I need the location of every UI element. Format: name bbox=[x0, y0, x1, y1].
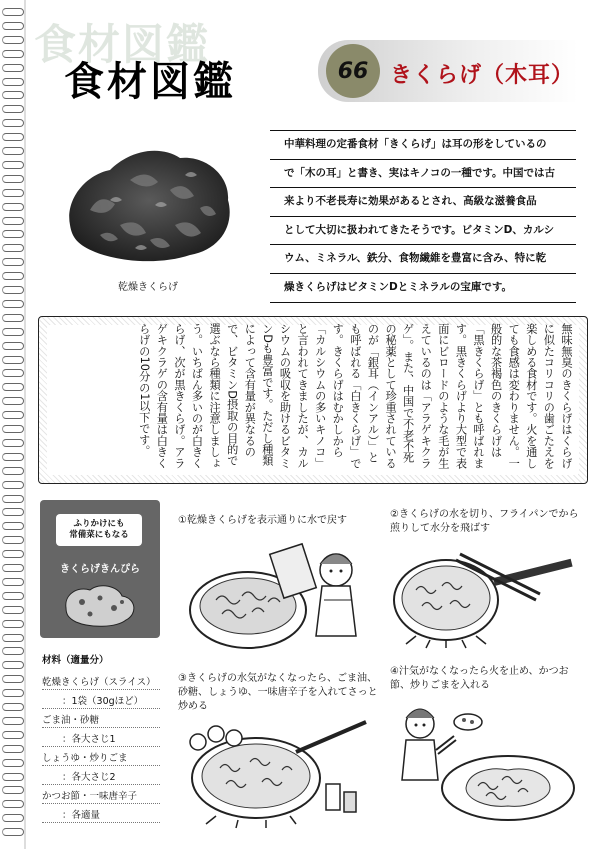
page-title: 食材図鑑 bbox=[64, 58, 236, 105]
ingredient-divider bbox=[42, 765, 160, 767]
step-4-text: ④汁気がなくなったら火を止め、かつお節、炒りごまを入れる bbox=[390, 666, 569, 691]
spiral-ring bbox=[2, 647, 24, 655]
spiral-ring bbox=[2, 91, 24, 99]
intro-line: 来より不老長寿に効果があるとされ、高級な滋養食品 bbox=[270, 188, 576, 217]
spiral-ring bbox=[2, 439, 24, 447]
intro-line: で「木の耳」と書き、実はキノコの一種です。中国では古 bbox=[270, 160, 576, 189]
spiral-ring bbox=[2, 300, 24, 308]
dried-kikurage-photo bbox=[60, 130, 240, 270]
ingredient-item: ごま油・砂糖 bbox=[42, 715, 100, 726]
spiral-ring bbox=[2, 397, 24, 405]
ingredient-amount: ：各大さじ1 bbox=[62, 734, 116, 745]
body-text-box bbox=[38, 316, 588, 484]
spiral-ring bbox=[2, 828, 24, 836]
ingredient-divider bbox=[42, 784, 160, 786]
spiral-ring bbox=[2, 217, 24, 225]
spiral-ring bbox=[2, 22, 24, 30]
spiral-ring bbox=[2, 661, 24, 669]
spiral-ring bbox=[2, 550, 24, 558]
spiral-ring bbox=[2, 161, 24, 169]
spiral-ring bbox=[2, 50, 24, 58]
spiral-ring bbox=[2, 786, 24, 794]
spiral-ring bbox=[2, 467, 24, 475]
spiral-ring bbox=[2, 675, 24, 683]
issue-number-badge bbox=[326, 44, 380, 98]
spiral-ring bbox=[2, 286, 24, 294]
spiral-ring bbox=[2, 522, 24, 530]
spiral-ring bbox=[2, 272, 24, 280]
intro-line: ウム、ミネラル、鉄分、食物繊維を豊富に含み、特に乾 bbox=[270, 245, 576, 274]
ingredient-divider bbox=[42, 746, 160, 748]
spiral-ring bbox=[2, 800, 24, 808]
recipe-tagline-1: ふりかけにも bbox=[73, 519, 125, 529]
spiral-ring bbox=[2, 717, 24, 725]
recipe-tagline-2: 常備菜にもなる bbox=[69, 530, 129, 540]
spiral-ring bbox=[2, 425, 24, 433]
spiral-ring bbox=[2, 105, 24, 113]
spiral-ring bbox=[2, 189, 24, 197]
ingredient-divider bbox=[42, 803, 160, 805]
step-3-illustration bbox=[176, 712, 376, 832]
spiral-ring bbox=[2, 495, 24, 503]
intro-line: として大切に扱われてきたそうです。ビタミンD、カルシ bbox=[270, 217, 576, 246]
spiral-ring bbox=[2, 536, 24, 544]
spiral-ring bbox=[2, 453, 24, 461]
ingredient-divider bbox=[42, 727, 160, 729]
ingredients-title: 材料（適量分） bbox=[42, 655, 109, 666]
spiral-ring bbox=[2, 133, 24, 141]
spiral-ring bbox=[2, 508, 24, 516]
step-4-illustration bbox=[386, 700, 580, 830]
spiral-ring bbox=[2, 745, 24, 753]
spiral-ring bbox=[2, 578, 24, 586]
step-1-illustration bbox=[176, 540, 376, 655]
page-edge bbox=[24, 0, 26, 849]
ingredient-item: かつお節・一味唐辛子 bbox=[42, 791, 138, 802]
ingredient-divider bbox=[42, 822, 160, 824]
ingredient-amount: ：各適量 bbox=[62, 810, 101, 821]
step-2-illustration bbox=[386, 540, 580, 655]
spiral-ring bbox=[2, 342, 24, 350]
spiral-ring bbox=[2, 78, 24, 86]
ingredient-divider bbox=[42, 708, 160, 710]
spiral-ring bbox=[2, 689, 24, 697]
spiral-ring bbox=[2, 634, 24, 642]
spiral-ring bbox=[2, 119, 24, 127]
spiral-ring bbox=[2, 620, 24, 628]
step-1-text: ①乾燥きくらげを表示通りに水で戻す bbox=[178, 515, 347, 526]
ingredient-item: 乾燥きくらげ（スライス） bbox=[42, 677, 156, 688]
spiral-ring bbox=[2, 328, 24, 336]
spiral-ring bbox=[2, 314, 24, 322]
ingredient-item: しょうゆ・炒りごま bbox=[42, 753, 128, 764]
ingredient-amount: ：各大さじ2 bbox=[62, 772, 116, 783]
spiral-ring bbox=[2, 481, 24, 489]
recipe-tagline bbox=[56, 514, 142, 546]
intro-line: 中華料理の定番食材「きくらげ」は耳の形をしているの bbox=[270, 131, 576, 160]
spiral-ring bbox=[2, 230, 24, 238]
spiral-ring bbox=[2, 258, 24, 266]
kinpira-illustration bbox=[60, 580, 140, 630]
ingredient-amount: ：1袋（30gほど） bbox=[62, 696, 144, 707]
spiral-ring bbox=[2, 244, 24, 252]
spiral-ring bbox=[2, 731, 24, 739]
spiral-ring bbox=[2, 147, 24, 155]
spiral-ring bbox=[2, 203, 24, 211]
spiral-ring bbox=[2, 564, 24, 572]
ingredient-divider bbox=[42, 689, 160, 691]
spiral-ring bbox=[2, 8, 24, 16]
spiral-ring bbox=[2, 369, 24, 377]
spiral-ring bbox=[2, 814, 24, 822]
body-text: 無味無臭のきくらげはくらげに似たコリコリの歯ごたえを楽しめる食材です。火を通しても食感は変わりません。一般的な茶褐色のきくらげは「黒きくらげ」とも呼ばれます。黒きくらげより大型で表面にビロードのような毛が生えているのは「アラゲキクラゲ」。また、中国で不老不死の秘薬として珍重されているのが「銀耳（インアル）」とも呼ばれる「白きくらげ」です。きくらげはむかしから「カルシウムの多いキノコ」と言われてきましたが、カルシウムの吸収を助けるビタミンDも豊富です。ただし種類によって含有量が異なるので、ビタミンD摂取の目的で選ぶなら種類に注意しましょう。いちばん多いのが白きくらげ、次が黒きくらげ。アラゲキクラゲの含有量は白きくらげの10分の1以下です。 bbox=[137, 323, 573, 469]
spiral-ring bbox=[2, 36, 24, 44]
recipe-name: きくらげきんぴら bbox=[60, 564, 140, 575]
spiral-ring bbox=[2, 383, 24, 391]
spiral-ring bbox=[2, 411, 24, 419]
spiral-ring bbox=[2, 759, 24, 767]
intro-text bbox=[270, 130, 576, 297]
step-2-text: ②きくらげの水を切り、フライパンでから煎りして水分を飛ばす bbox=[390, 509, 579, 534]
issue-number: 66 bbox=[337, 58, 369, 84]
spiral-ring bbox=[2, 356, 24, 364]
step-3-text: ③きくらげの水気がなくなったら、ごま油、砂糖、しょうゆ、一味唐辛子を入れてさっと炒める bbox=[178, 673, 378, 712]
spiral-ring bbox=[2, 703, 24, 711]
intro-line: 燥きくらげはビタミンDとミネラルの宝庫です。 bbox=[270, 274, 576, 303]
spiral-binding bbox=[2, 8, 24, 843]
spiral-ring bbox=[2, 175, 24, 183]
photo-caption: 乾燥きくらげ bbox=[118, 282, 178, 293]
spiral-ring bbox=[2, 592, 24, 600]
spiral-ring bbox=[2, 606, 24, 614]
issue-title: きくらげ（木耳） bbox=[390, 63, 575, 88]
spiral-ring bbox=[2, 773, 24, 781]
spiral-ring bbox=[2, 64, 24, 72]
title-shadow: 食材図鑑 bbox=[34, 20, 211, 69]
